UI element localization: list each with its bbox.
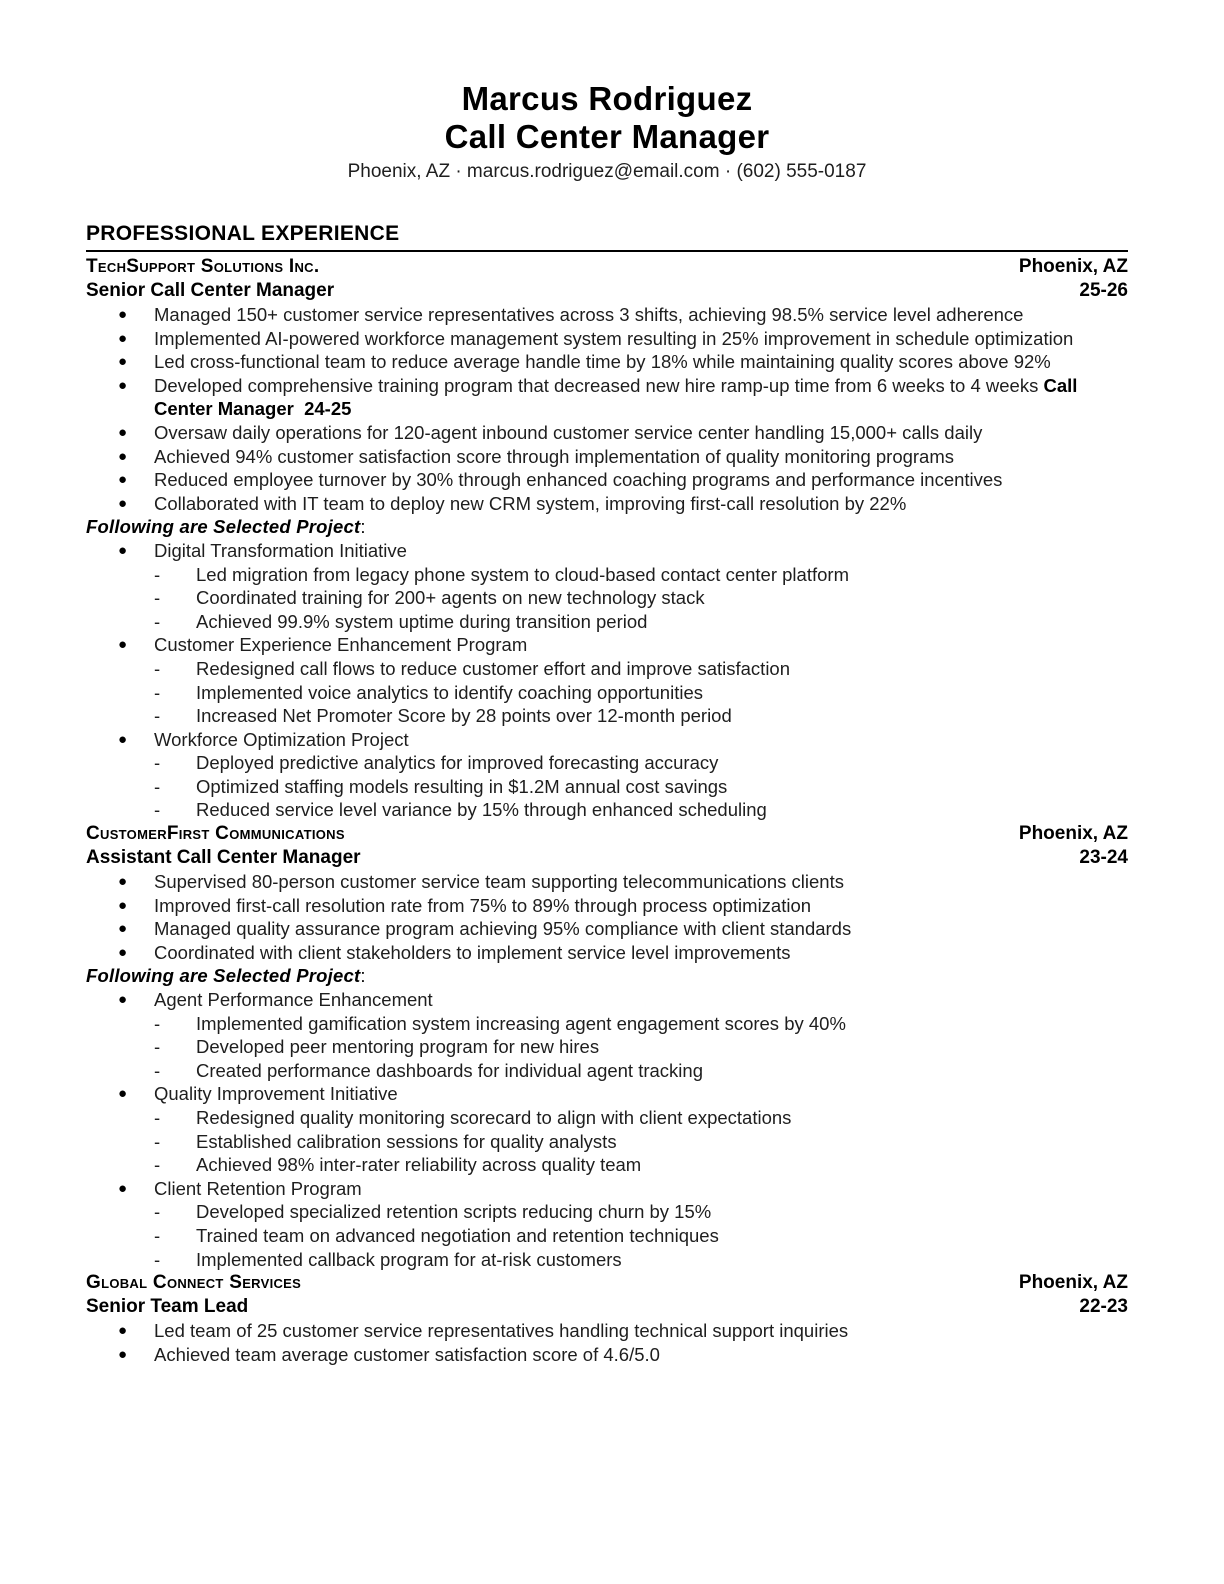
project-item	[86, 728, 1128, 822]
project-name: Agent Performance Enhancement	[154, 989, 433, 1011]
bullet-marker-icon: ●	[118, 636, 128, 654]
bullet-item	[86, 421, 1128, 445]
bullet-item	[86, 941, 1128, 965]
project-subitem	[154, 657, 1128, 681]
subitem-text: Reduced service level variance by 15% through enhanced scheduling	[196, 799, 767, 821]
company-location: Phoenix, AZ	[1018, 1272, 1128, 1294]
project-subitem	[154, 681, 1128, 705]
company-row	[86, 1271, 1128, 1295]
bullet-marker-icon: ●	[118, 1085, 128, 1103]
company-location: Phoenix, AZ	[1018, 256, 1128, 277]
bullet-marker-icon: ●	[118, 423, 128, 441]
project-item	[86, 539, 1128, 633]
project-subitem	[154, 1012, 1128, 1036]
bullet-item	[86, 374, 1128, 421]
project-name: Client Retention Program	[154, 1177, 362, 1199]
project-subitem	[154, 1106, 1128, 1130]
subitem-text: Developed specialized retention scripts reducing churn by 15%	[196, 1201, 712, 1223]
bullet-marker-icon: ●	[118, 730, 128, 748]
subitem-text: Created performance dashboards for individual agent tracking	[196, 1059, 703, 1081]
project-item	[86, 1082, 1128, 1176]
subitem-text: Established calibration sessions for quality analysts	[196, 1130, 617, 1152]
dash-marker-icon: -	[154, 1248, 161, 1270]
project-subitem	[154, 586, 1128, 610]
projects-label: Following are Selected Project	[86, 965, 361, 987]
dash-marker-icon: -	[154, 1224, 161, 1246]
bullet-item	[86, 445, 1128, 469]
project-name: Quality Improvement Initiative	[154, 1083, 398, 1105]
bullet-marker-icon: ●	[118, 353, 128, 371]
project-subitem	[154, 751, 1128, 775]
project-subitem	[154, 563, 1128, 587]
project-subitems	[154, 1012, 1128, 1083]
subitem-text: Coordinated training for 200+ agents on new technology stack	[196, 587, 705, 609]
bullet-item	[86, 350, 1128, 374]
bullet-marker-icon: ●	[118, 1322, 128, 1340]
dash-marker-icon: -	[154, 752, 161, 774]
subitem-text: Led migration from legacy phone system to cloud-based contact center platform	[196, 563, 849, 585]
role-row	[86, 846, 1128, 870]
subitem-text: Deployed predictive analytics for improved forecasting accuracy	[196, 752, 719, 774]
project-subitems	[154, 751, 1128, 822]
bullet-item	[86, 327, 1128, 351]
company-name: TechSupport Solutions Inc.	[86, 256, 320, 277]
bullet-marker-icon: ●	[118, 447, 128, 465]
project-subitem	[154, 1200, 1128, 1224]
project-subitem	[154, 1224, 1128, 1248]
subitem-text: Implemented callback program for at-risk customers	[196, 1248, 622, 1270]
bullet-marker-icon: ●	[118, 1179, 128, 1197]
person-headline: Call Center Manager	[444, 118, 770, 155]
project-name: Customer Experience Enhancement Program	[154, 634, 528, 656]
dash-marker-icon: -	[154, 610, 161, 632]
project-subitems	[154, 657, 1128, 728]
role-row	[86, 279, 1128, 303]
bullet-text: Achieved team average customer satisfaction score of 4.6/5.0	[154, 1343, 660, 1365]
subitem-text: Increased Net Promoter Score by 28 points over 12-month period	[196, 705, 732, 727]
project-subitem	[154, 610, 1128, 634]
dash-marker-icon: -	[154, 1201, 161, 1223]
dash-marker-icon: -	[154, 1154, 161, 1176]
bullet-bold-text: Call Center Manager 24-25	[154, 374, 1078, 420]
contact-line: Phoenix, AZ · marcus.rodriguez@email.com · (602) 555-0187	[347, 161, 867, 182]
job-bullets	[86, 1319, 1128, 1366]
bullet-item	[86, 917, 1128, 941]
project-subitem	[154, 704, 1128, 728]
project-subitem	[154, 1248, 1128, 1272]
bullet-text: Coordinated with client stakeholders to implement service level improvements	[154, 941, 791, 963]
subitem-text: Redesigned quality monitoring scorecard to align with client expectations	[196, 1107, 792, 1128]
bullet-marker-icon: ●	[118, 306, 128, 323]
job-dates: 25-26	[1079, 280, 1128, 301]
project-subitems	[154, 1200, 1128, 1271]
bullet-marker-icon: ●	[118, 541, 128, 559]
dash-marker-icon: -	[154, 1036, 161, 1058]
project-subitem	[154, 775, 1128, 799]
job-entry	[86, 822, 1128, 1271]
project-subitem	[154, 1035, 1128, 1059]
project-subitem	[154, 1153, 1128, 1177]
project-subitems	[154, 563, 1128, 634]
bullet-marker-icon: ●	[118, 471, 128, 489]
projects-label-line	[86, 515, 1128, 539]
project-subitems	[154, 1106, 1128, 1177]
subitem-text: Achieved 99.9% system uptime during transition period	[196, 610, 648, 632]
resume-header	[86, 80, 1128, 184]
bullet-text: Achieved 94% customer satisfaction score through implementation of quality monitoring programs	[154, 445, 955, 467]
bullet-item	[86, 303, 1128, 327]
project-subitem	[154, 798, 1128, 822]
projects-list	[86, 539, 1128, 822]
bullet-text: Managed 150+ customer service representatives across 3 shifts, achieving 98.5% service level adherence	[154, 304, 1024, 325]
job-title: Assistant Call Center Manager	[86, 847, 361, 869]
bullet-text: Implemented AI-powered workforce management system resulting in 25% improvement in schedule optimization	[154, 327, 1074, 349]
projects-label-colon: :	[360, 965, 366, 987]
project-name: Workforce Optimization Project	[154, 728, 409, 750]
dash-marker-icon: -	[154, 775, 161, 797]
dash-marker-icon: -	[154, 657, 161, 679]
job-bullets	[86, 870, 1128, 964]
job-dates: 22-23	[1079, 1296, 1128, 1318]
bullet-text: Led cross-functional team to reduce average handle time by 18% while maintaining quality scores above 92%	[154, 351, 1051, 373]
company-row	[86, 822, 1128, 846]
job-entry	[86, 1271, 1128, 1366]
dash-marker-icon: -	[154, 563, 161, 585]
bullet-item	[86, 468, 1128, 492]
bullet-text: Oversaw daily operations for 120-agent inbound customer service center handling 15,000+ calls daily	[154, 421, 983, 443]
bullet-item	[86, 894, 1128, 918]
job-entry	[86, 255, 1128, 822]
bullet-marker-icon: ●	[118, 991, 128, 1009]
subitem-text: Optimized staffing models resulting in $1.2M annual cost savings	[196, 775, 728, 797]
project-item	[86, 1177, 1128, 1271]
bullet-text: Managed quality assurance program achieving 95% compliance with client standards	[154, 918, 852, 940]
bullet-text: Developed comprehensive training program that decreased new hire ramp-up time from 6 weeks to 4 weeks	[154, 374, 1044, 396]
subitem-text: Implemented voice analytics to identify coaching opportunities	[196, 681, 703, 703]
bullet-marker-icon: ●	[118, 896, 128, 914]
project-subitem	[154, 1059, 1128, 1083]
bullet-marker-icon: ●	[118, 1345, 128, 1363]
bullet-text: Led team of 25 customer service representatives handling technical support inquiries	[154, 1320, 849, 1342]
company-name: Global Connect Services	[86, 1272, 302, 1294]
dash-marker-icon: -	[154, 1130, 161, 1152]
person-name: Marcus Rodriguez	[461, 80, 753, 117]
bullet-item	[86, 492, 1128, 516]
job-bullets	[86, 303, 1128, 515]
project-item	[86, 633, 1128, 727]
projects-label-line	[86, 964, 1128, 988]
bullet-marker-icon: ●	[118, 920, 128, 938]
bullet-marker-icon: ●	[118, 943, 128, 961]
bullet-text: Supervised 80-person customer service team supporting telecommunications clients	[154, 871, 844, 893]
subitem-text: Achieved 98% inter-rater reliability across quality team	[196, 1154, 642, 1176]
subitem-text: Implemented gamification system increasing agent engagement scores by 40%	[196, 1012, 846, 1034]
projects-section	[86, 515, 1128, 822]
projects-label-colon: :	[360, 516, 366, 538]
dash-marker-icon: -	[154, 705, 161, 727]
dash-marker-icon: -	[154, 1059, 161, 1081]
company-row	[86, 255, 1128, 279]
bullet-text: Collaborated with IT team to deploy new CRM system, improving first-call resolution by 22%	[154, 492, 907, 514]
dash-marker-icon: -	[154, 587, 161, 609]
project-subitem	[154, 1130, 1128, 1154]
subitem-text: Redesigned call flows to reduce customer effort and improve satisfaction	[196, 657, 791, 679]
dash-marker-icon: -	[154, 1012, 161, 1034]
jobs-list	[86, 255, 1128, 1366]
projects-section	[86, 964, 1128, 1271]
projects-label: Following are Selected Project	[86, 516, 361, 538]
section-heading-professional-experience: PROFESSIONAL EXPERIENCE	[86, 222, 1128, 252]
project-item	[86, 988, 1128, 1082]
bullet-marker-icon: ●	[118, 494, 128, 512]
dash-marker-icon: -	[154, 681, 161, 703]
role-row	[86, 1295, 1128, 1319]
bullet-marker-icon: ●	[118, 873, 128, 891]
subitem-text: Trained team on advanced negotiation and retention techniques	[196, 1224, 719, 1246]
bullet-item	[86, 870, 1128, 894]
bullet-item	[86, 1319, 1128, 1343]
company-name: CustomerFirst Communications	[86, 823, 345, 845]
job-dates: 23-24	[1079, 847, 1128, 869]
company-location: Phoenix, AZ	[1018, 823, 1128, 845]
job-title: Senior Call Center Manager	[86, 280, 335, 301]
projects-list	[86, 988, 1128, 1271]
bullet-marker-icon: ●	[118, 329, 128, 347]
subitem-text: Developed peer mentoring program for new hires	[196, 1036, 600, 1058]
project-name: Digital Transformation Initiative	[154, 539, 407, 561]
dash-marker-icon: -	[154, 1107, 161, 1128]
bullet-text: Reduced employee turnover by 30% through enhanced coaching programs and performance incentives	[154, 469, 1003, 491]
bullet-marker-icon: ●	[118, 376, 128, 394]
dash-marker-icon: -	[154, 799, 161, 821]
bullet-item	[86, 1343, 1128, 1367]
bullet-text: Improved first-call resolution rate from 75% to 89% through process optimization	[154, 894, 812, 916]
job-title: Senior Team Lead	[86, 1296, 249, 1318]
